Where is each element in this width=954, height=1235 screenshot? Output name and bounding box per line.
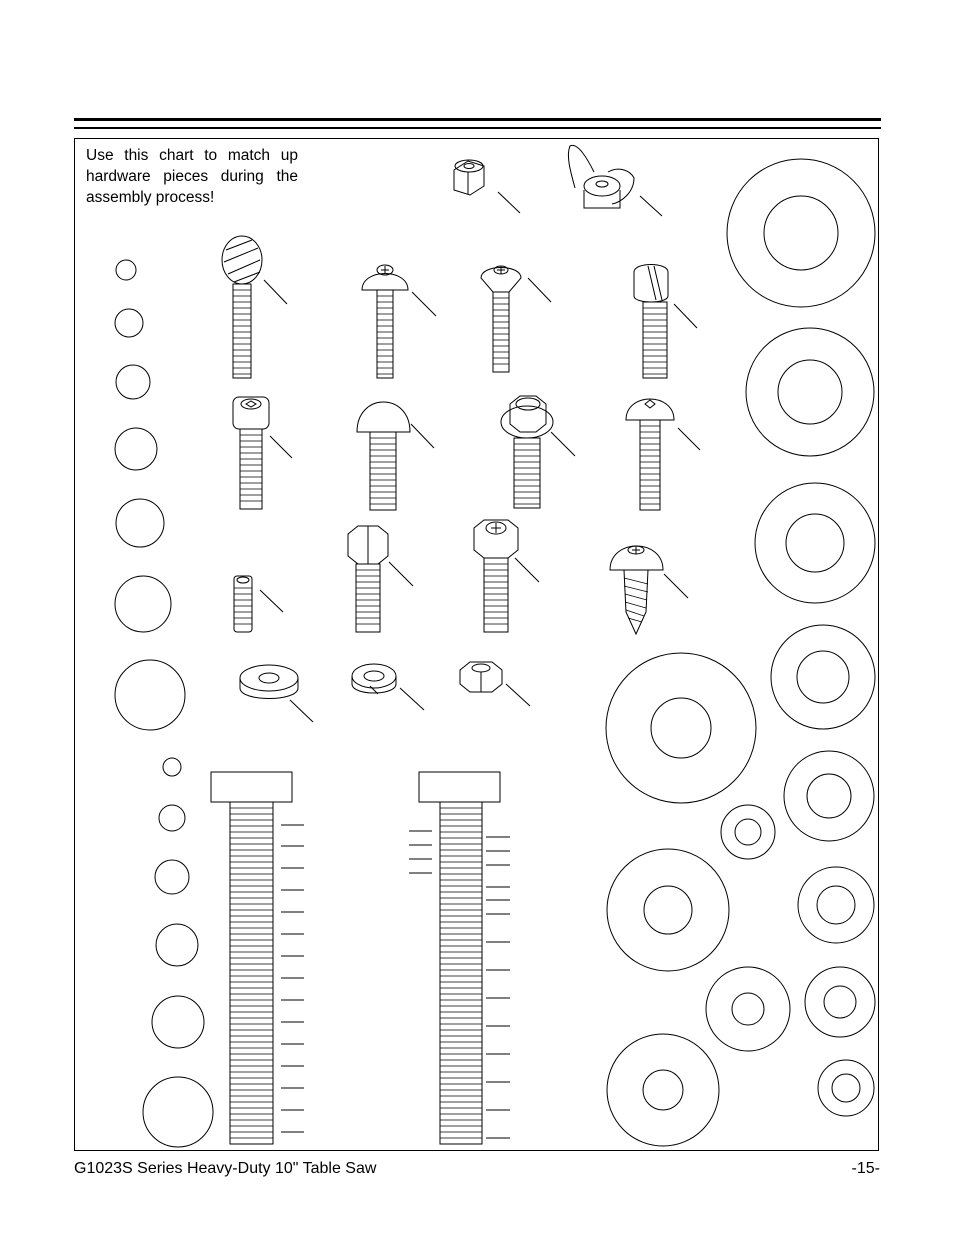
washer-outline — [755, 483, 875, 603]
gauge-circle — [156, 924, 198, 966]
washer-outline — [727, 159, 875, 307]
hex-nut-icon — [460, 662, 530, 706]
gauge-circle — [163, 758, 181, 776]
washer-outline — [721, 805, 775, 859]
gauge-circle — [115, 576, 171, 632]
phillips-hex-bolt-icon — [474, 520, 539, 632]
hex-bolt-icon — [348, 526, 413, 632]
footer-manual-title: G1023S Series Heavy-Duty 10" Table Saw — [74, 1160, 377, 1177]
flat-washer-icon — [240, 665, 313, 722]
lock-washer-icon — [352, 664, 424, 710]
flange-hex-bolt-icon — [501, 396, 575, 508]
carriage-bolt-icon — [357, 402, 434, 510]
cap-screw-icon — [233, 397, 292, 509]
slotted-hex-screw-icon — [634, 265, 697, 379]
gauge-circle — [143, 1077, 213, 1147]
washer-outline — [818, 1060, 874, 1116]
wing-nut-icon — [568, 145, 662, 216]
length-gauge-right — [409, 772, 510, 1144]
tapping-screw-icon — [610, 546, 688, 634]
gauge-circle — [116, 365, 150, 399]
button-head-screw-icon — [626, 399, 700, 510]
length-gauge-left — [211, 772, 304, 1144]
washer-outline — [606, 653, 756, 803]
washer-outline — [798, 867, 874, 943]
footer-page-number: -15- — [851, 1160, 880, 1177]
washer-outline — [805, 967, 875, 1037]
washer-outline — [746, 328, 874, 456]
phillips-flat-screw-icon — [481, 266, 551, 372]
gauge-circle — [155, 860, 189, 894]
gauge-circle — [116, 260, 136, 280]
gauge-circle — [159, 805, 185, 831]
thumb-screw-icon — [222, 236, 287, 378]
washer-gauges — [606, 159, 875, 1146]
gauge-circle — [152, 996, 204, 1048]
washer-outline — [706, 967, 790, 1051]
washer-outline — [607, 849, 729, 971]
gauge-circle — [115, 309, 143, 337]
gauge-circle — [115, 660, 185, 730]
gauge-circle — [115, 428, 157, 470]
washer-outline — [784, 751, 874, 841]
chart-intro-text: Use this chart to match up hardware pieces during the assembly process! — [86, 147, 298, 206]
phillips-pan-screw-icon — [362, 265, 436, 378]
lock-nut-icon — [454, 160, 520, 213]
set-screw-icon — [234, 576, 283, 632]
diameter-gauge-circles — [115, 260, 213, 1147]
gauge-circle — [116, 499, 164, 547]
washer-outline — [607, 1034, 719, 1146]
washer-outline — [771, 625, 875, 729]
